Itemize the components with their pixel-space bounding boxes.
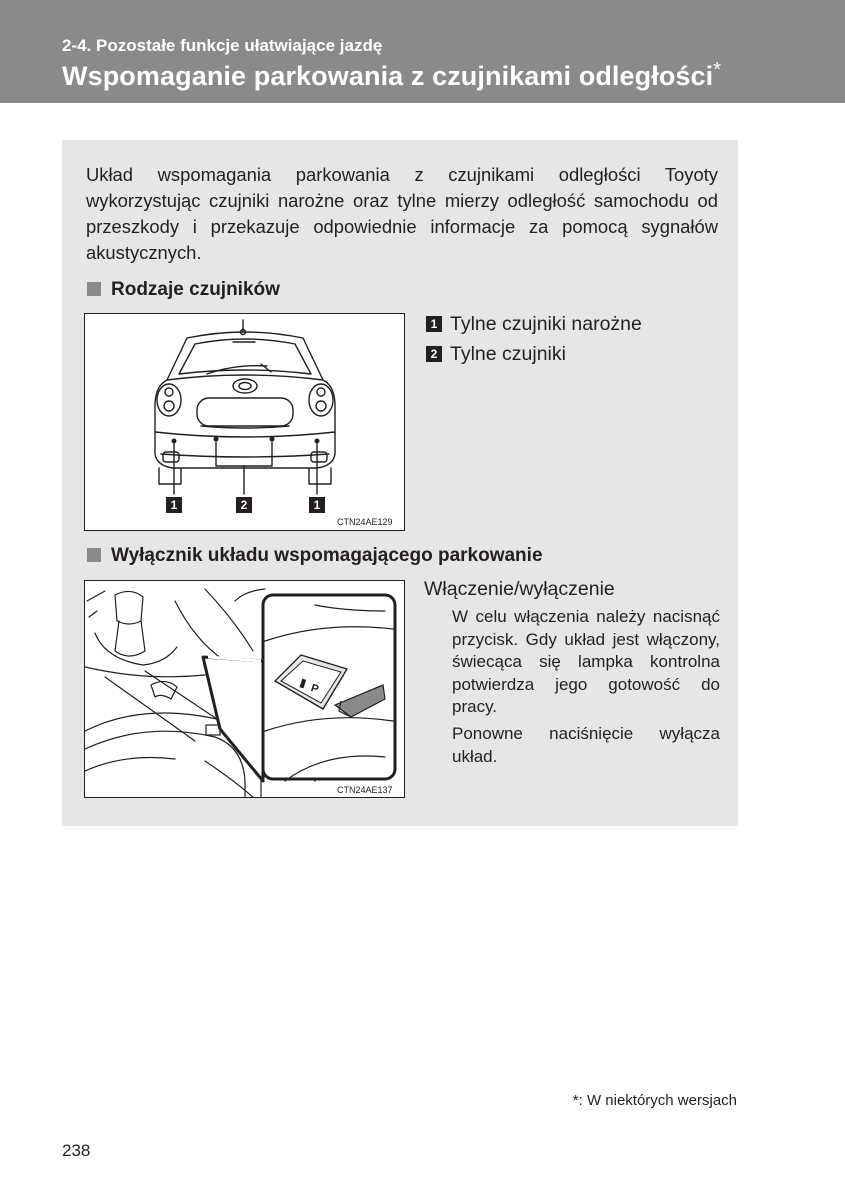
intro-text: Układ wspomagania parkowania z czujnikami odległości Toyoty wykorzystując czujniki narożne oraz tylne mierzy odległość samochodu od przeszkody i przekazuje odpowiednie informacje za pomocą sygnałów akustycznych. — [86, 164, 718, 263]
header-bar — [0, 0, 845, 103]
callout-2: 2 — [236, 497, 252, 513]
rear-sensors-figure — [84, 313, 405, 531]
section-label: 2-4. Pozostałe funkcje ułatwiające jazdę — [62, 36, 383, 55]
switch-illustration — [85, 581, 405, 798]
function-description-2: Ponowne naciśnięcie wyłącza układ. — [452, 724, 720, 766]
function-description-1: W celu włączenia należy nacisnąć przycisk. Gdy układ jest włączony, świecąca się lampka kontrolna potwierdza jego gotowość do pracy. — [452, 607, 720, 716]
legend-number: 1 — [426, 316, 442, 332]
parking-button-label: P — [309, 682, 321, 696]
callout-1-left: 1 — [166, 497, 182, 513]
legend-item-2 — [426, 343, 566, 366]
callout-1-right: 1 — [309, 497, 325, 513]
figure-code: CTN24AE129 — [337, 517, 393, 527]
legend-item-1 — [426, 313, 642, 336]
legend-label: Tylne czujniki narożne — [450, 313, 642, 335]
function-title: Włączenie/wyłączenie — [424, 578, 615, 600]
switch-heading — [87, 545, 543, 567]
heading-square-icon — [87, 548, 101, 562]
page-number: 238 — [62, 1141, 91, 1160]
switch-location-figure — [84, 580, 405, 798]
page-title — [62, 61, 721, 92]
legend-number: 2 — [426, 346, 442, 362]
footnote: *: W niektórych wersjach — [572, 1092, 737, 1109]
figure-code: CTN24AE137 — [337, 785, 393, 795]
heading-square-icon — [87, 282, 101, 296]
sensors-heading — [87, 279, 280, 301]
title-footnote-mark: * — [713, 59, 722, 81]
switch-heading-text: Wyłącznik układu wspomagającego parkowanie — [111, 545, 543, 566]
sensors-heading-text: Rodzaje czujników — [111, 279, 280, 300]
legend-label: Tylne czujniki — [450, 343, 566, 365]
page-title-text: Wspomaganie parkowania z czujnikami odległości — [62, 61, 714, 91]
